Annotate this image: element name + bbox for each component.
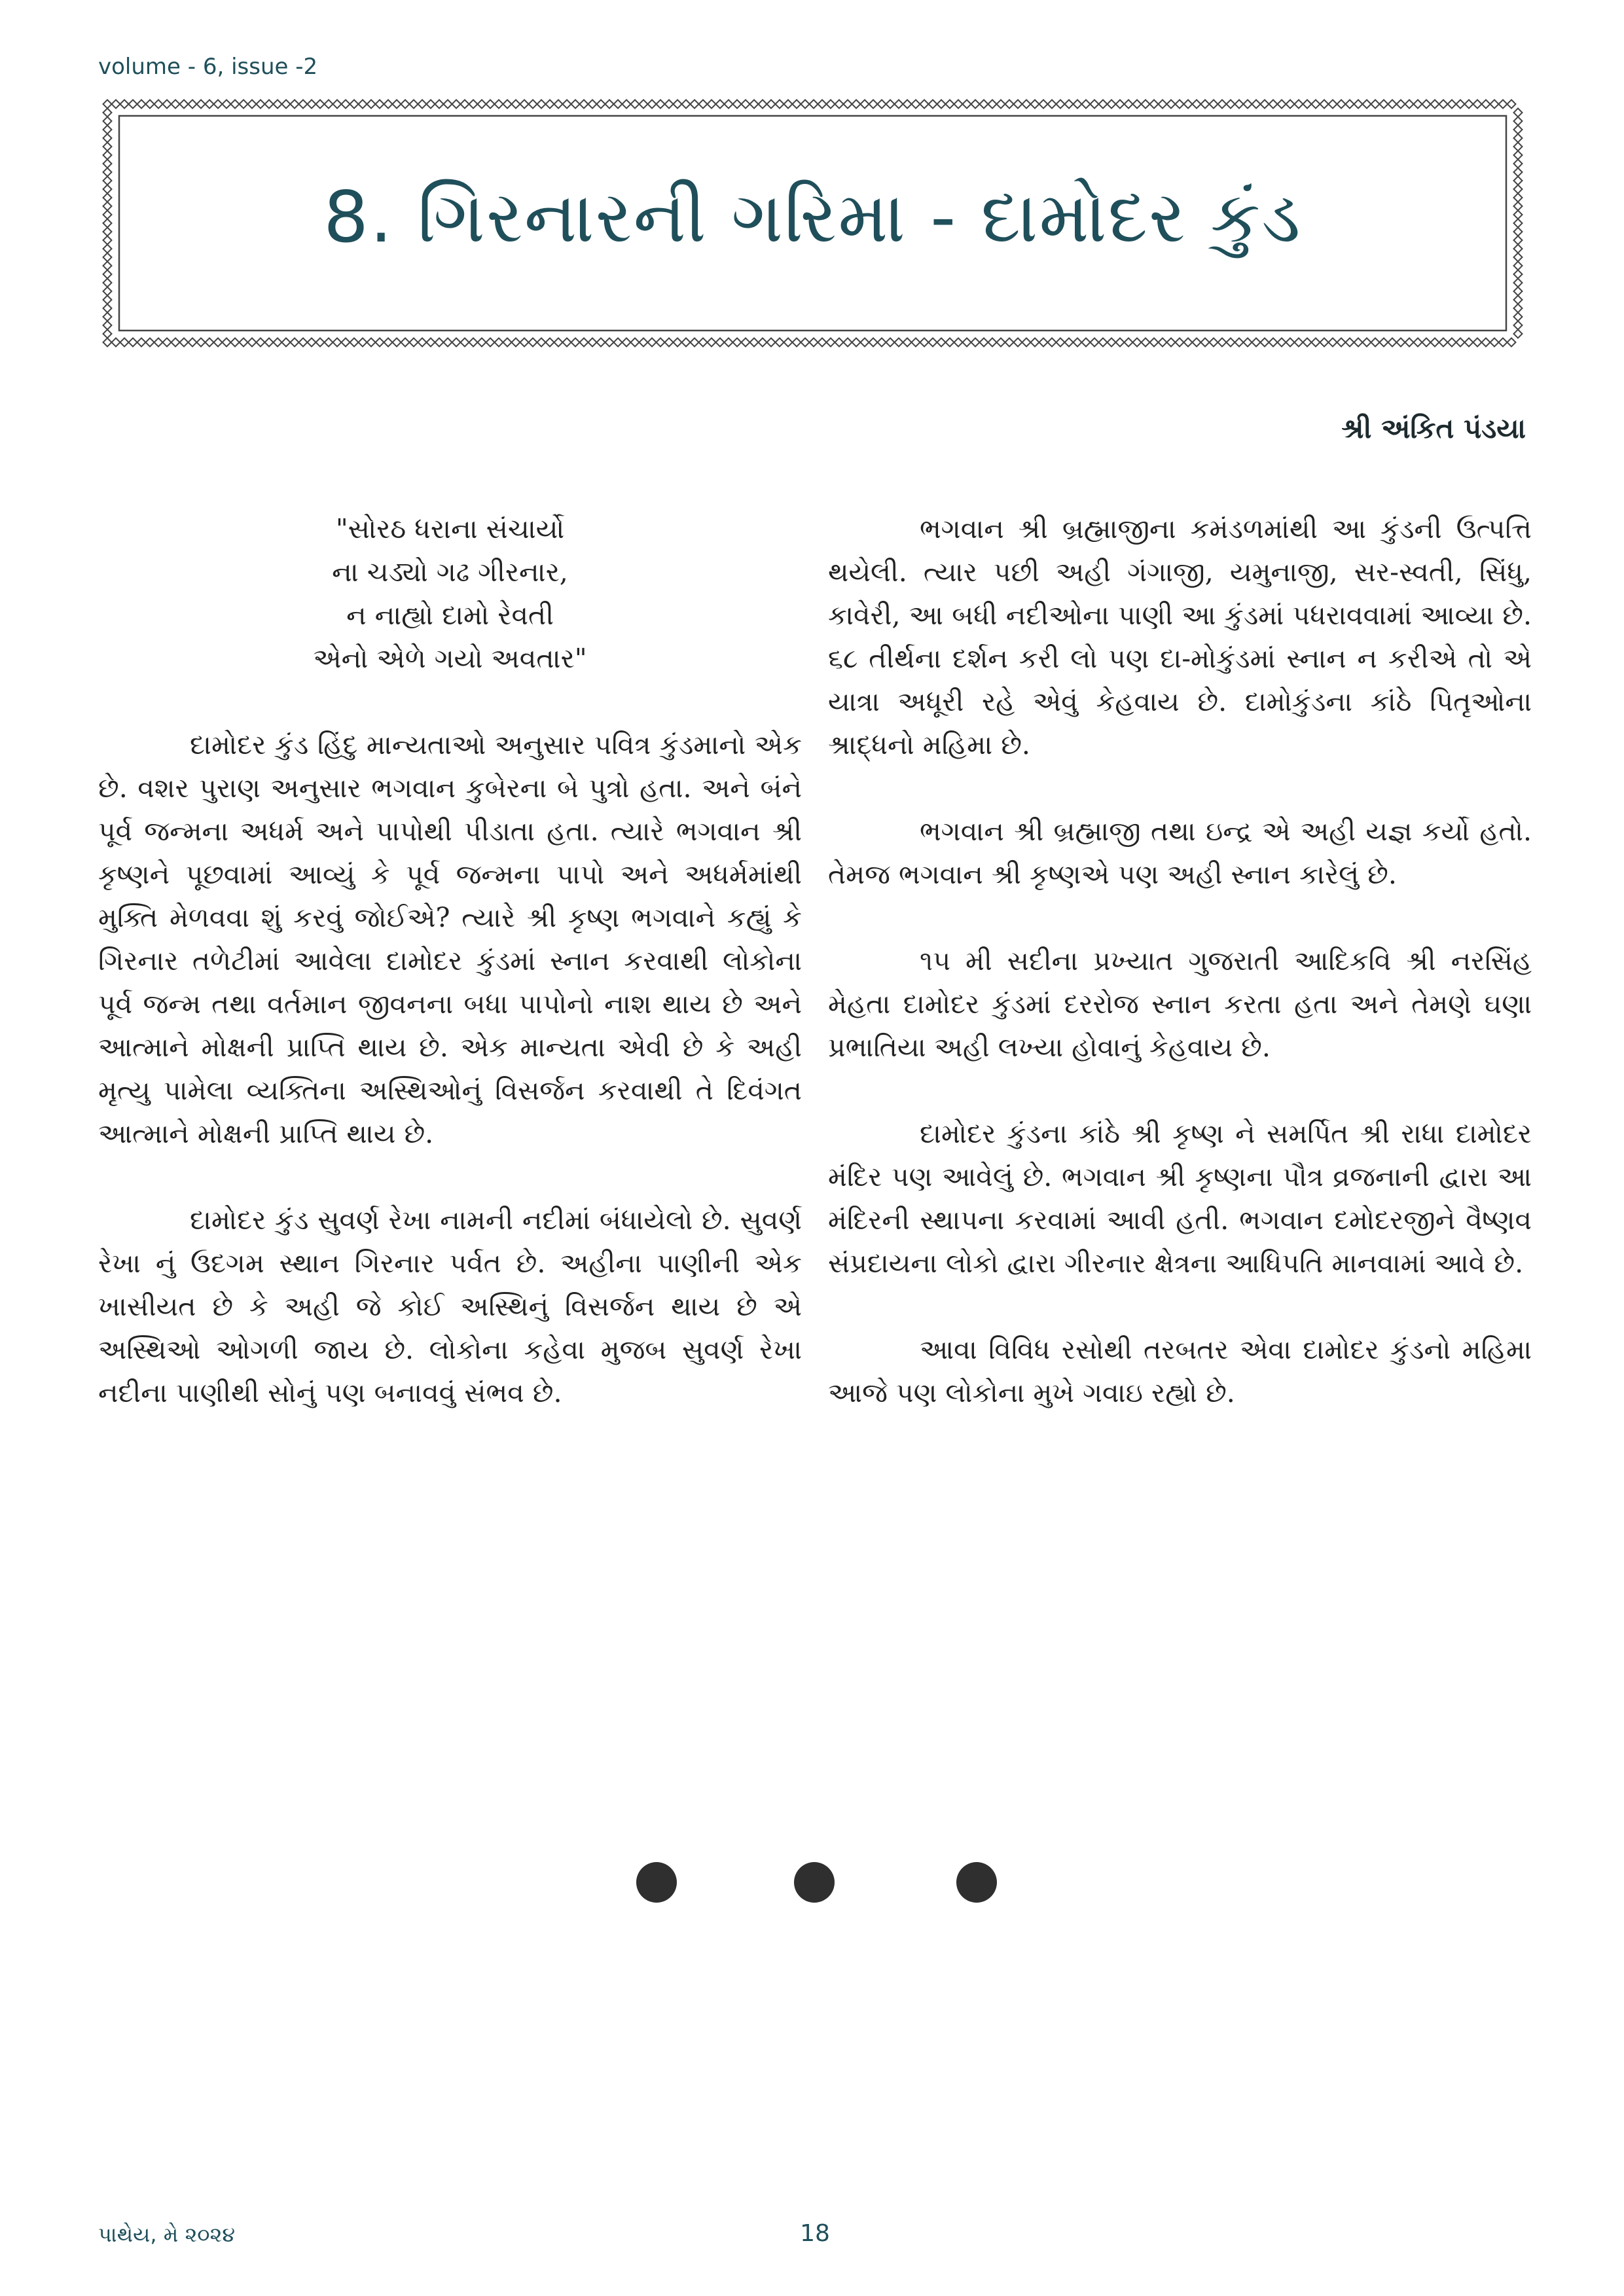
paragraph: દામોદર કુંડ સુવર્ણ રેખા નામની નદીમાં બંધાયેલો છે. સુવર્ણ રેખા નું ઉદગમ સ્થાન ગિરનાર પર્વત છે. અહીના પાણીની એક ખાસીયત છે કે અહી જે કોઈ અસ્થિનું વિસર્જન થાય છે એ અસ્થિઓ ઓગળી જાય છે. લોકોના કહેવા મુજબ સુવર્ણ રેખા નદીના પાણીથી સોનું પણ બનાવવું સંભવ છે.: [98, 1204, 802, 1408]
ornament-dot: [636, 1862, 677, 1903]
paragraph: દામોદર કુંડના કાંઠે શ્રી કૃષ્ણ ને સમર્પિત શ્રી રાધા દામોદર મંદિર પણ આવેલું છે. ભગવાન શ્રી કૃષ્ણના પૌત્ર વ્રજનાની દ્વારા આ મંદિરની સ્થાપના કરવામાં આવી હતી. ભગવાન દમોદરજીને વૈષ્ણવ સંપ્રદાયના લોકો દ્વારા ગીરનાર ક્ષેત્રના આધિપતિ માનવામાં આવે છે.: [828, 1118, 1532, 1279]
paragraph: ૧૫ મી સદીના પ્રખ્યાત ગુજરાતી આદિકવિ શ્રી નરસિંહ મેહતા દામોદર કુંડમાં દરરોજ સ્નાન કરતા હતા અને તેમણે ઘણા પ્રભાતિયા અહી લખ્યા હોવાનું કેહવાય છે.: [828, 945, 1532, 1063]
ornament-dot: [794, 1862, 835, 1903]
ornament-dot: [956, 1862, 997, 1903]
article-title: 8. ગિરનારની ગરિમા - દામોદર કુંડ: [323, 177, 1302, 259]
section-end-ornament: [0, 1862, 1624, 1908]
paragraph: ભગવાન શ્રી બ્રહ્માજીના કમંડળમાંથી આ કુંડની ઉત્પત્તિ થયેલી. ત્યાર પછી અહી ગંગાજી, યમુનાજી, સર-સ્વતી, સિંધુ, કાવેરી, આ બધી નદીઓના પાણી આ કુંડમાં પધરાવવામાં આવ્યા છે. ૬૮ તીર્થના દર્શન કરી લો પણ દા-મોકુંડમાં સ્નાન ન કરીએ તો એ યાત્રા અધૂરી રહે એવું કેહવાય છે. દામોકુંડના કાંઠે પિતૃઓના શ્રાદ્ધનો મહિમા છે.: [828, 513, 1532, 761]
title-frame: [98, 95, 1527, 351]
poem-line: ન નાહ્યો દામો રેવતી: [346, 600, 554, 631]
poem-line: "સોરઠ ધરાના સંચાર્યો: [335, 513, 565, 545]
right-column: [828, 507, 1532, 1458]
poem-line: એનો એળે ગયો અવતાર": [313, 643, 587, 674]
publication-date: પાથેય, મે ૨૦૨૪: [98, 2222, 236, 2247]
paragraph: આવા વિવિધ રસોથી તરબતર એવા દામોદર કુંડનો મહિમા આજે પણ લોકોના મુખે ગવાઇ રહ્યો છે.: [828, 1334, 1532, 1408]
paragraph: ભગવાન શ્રી બ્રહ્માજી તથા ઇન્દ્ર એ અહી યજ્ઞ કર્યો હતો. તેમજ ભગવાન શ્રી કૃષ્ણએ પણ અહી સ્નાન કારેલું છે.: [828, 816, 1532, 890]
page-number: 18: [800, 2220, 830, 2247]
poem: [98, 507, 802, 680]
left-column: [98, 507, 802, 1458]
poem-line: ના ચડ્યો ગઢ ગીરનાર,: [332, 556, 568, 588]
volume-issue-label: volume - 6, issue -2: [98, 54, 318, 80]
paragraph: દામોદર કુંડ હિંદુ માન્યતાઓ અનુસાર પવિત્ર કુંડમાનો એક છે. વશર પુરાણ અનુસાર ભગવાન કુબેરના બે પુત્રો હતા. અને બંને પૂર્વ જન્મના અધર્મ અને પાપોથી પીડાતા હતા. ત્યારે ભગવાન શ્રી કૃષ્ણને પૂછવામાં આવ્યું કે પૂર્વ જન્મના પાપો અને અધર્મમાંથી મુક્તિ મેળવવા શું કરવું જોઈએ? ત્યારે શ્રી કૃષ્ણ ભગવાને કહ્યું કે ગિરનાર તળેટીમાં આવેલા દામોદર કુંડમાં સ્નાન કરવાથી લોકોના પૂર્વ જન્મ તથા વર્તમાન જીવનના બધા પાપોનો નાશ થાય છે અને આત્માને મોક્ષની પ્રાપ્તિ થાય છે. એક માન્યતા એવી છે કે અહી મૃત્યુ પામેલા વ્યક્તિના અસ્થિઓનું વિસર્જન કરવાથી તે દિવંગત આત્માને મોક્ષની પ્રાપ્તિ થાય છે.: [98, 729, 802, 1149]
author-name: શ્રી અંકિત પંડયા: [1341, 412, 1526, 444]
